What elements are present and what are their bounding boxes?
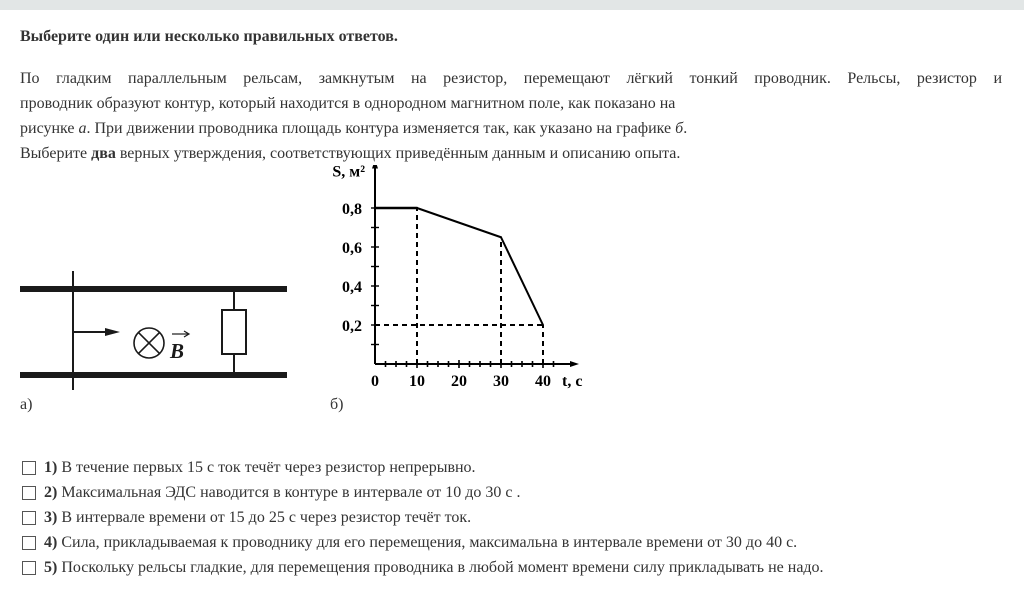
figure-ref-b: б bbox=[675, 120, 684, 137]
figure-a-caption: а) bbox=[20, 396, 33, 413]
problem-line-2: проводник образуют контур, который находится в однородном магнитном поле, как показано на bbox=[20, 95, 676, 112]
emphasis-two: два bbox=[91, 145, 116, 162]
checkbox[interactable] bbox=[22, 511, 36, 525]
text-fragment: . При движении проводника площадь контура изменяется так, как указано на графике bbox=[86, 120, 676, 137]
text-fragment: Выберите bbox=[20, 145, 92, 162]
resistor-icon bbox=[222, 292, 246, 372]
text-fragment: верных утверждения, соответствующих приведённым данным и описанию опыта. bbox=[115, 145, 681, 162]
field-vector-label bbox=[169, 331, 189, 363]
option-text: Поскольку рельсы гладкие, для перемещения проводника в любой момент времени силу прикладывать не надо. bbox=[61, 558, 824, 576]
problem-text bbox=[20, 66, 1002, 166]
problem-line-1: По гладким параллельным рельсам, замкнутым на резистор, перемещают лёгкий тонкий проводник. Рельсы, резистор и bbox=[20, 70, 1002, 87]
answer-option-3[interactable] bbox=[22, 505, 824, 530]
option-number: 2) bbox=[44, 483, 58, 501]
answer-option-2[interactable] bbox=[22, 480, 824, 505]
checkbox[interactable] bbox=[22, 486, 36, 500]
option-number: 5) bbox=[44, 558, 58, 576]
chart-axes bbox=[371, 165, 579, 368]
x-tick-label: 0 bbox=[371, 373, 379, 390]
text-fragment: . bbox=[683, 120, 688, 137]
option-text: В интервале времени от 15 до 25 с через резистор течёт ток. bbox=[61, 508, 472, 526]
field-b-label: B bbox=[170, 339, 185, 363]
x-tick-label: 40 bbox=[535, 373, 551, 390]
option-text: В течение первых 15 с ток течёт через резистор непрерывно. bbox=[61, 458, 476, 476]
y-tick-label: 0,8 bbox=[342, 201, 362, 218]
magnetic-field-into-page-icon bbox=[134, 328, 164, 358]
answer-options bbox=[22, 455, 824, 580]
chart-labels bbox=[332, 165, 582, 390]
figure-a-circuit bbox=[0, 260, 310, 390]
checkbox[interactable] bbox=[22, 461, 36, 475]
instruction-heading: Выберите один или несколько правильных ответов. bbox=[20, 28, 398, 45]
x-tick-label: 10 bbox=[409, 373, 425, 390]
answer-option-1[interactable] bbox=[22, 455, 824, 480]
y-tick-label: 0,6 bbox=[342, 240, 362, 257]
series-segment bbox=[417, 208, 501, 237]
x-axis-label: t, с bbox=[562, 373, 583, 390]
top-rail bbox=[20, 286, 287, 292]
x-tick-label: 30 bbox=[493, 373, 509, 390]
series-segment bbox=[501, 237, 543, 325]
answer-option-5[interactable] bbox=[22, 555, 824, 580]
figure-ref-a: а bbox=[78, 120, 87, 137]
chart-series bbox=[375, 208, 543, 325]
text-fragment: рисунке bbox=[20, 120, 79, 137]
option-text: Максимальная ЭДС наводится в контуре в интервале от 10 до 30 с . bbox=[61, 483, 521, 501]
x-axis-arrow-icon bbox=[570, 361, 579, 367]
top-bar bbox=[0, 0, 1024, 10]
answer-option-4[interactable] bbox=[22, 530, 824, 555]
y-tick-label: 0,2 bbox=[342, 318, 362, 335]
checkbox[interactable] bbox=[22, 536, 36, 550]
option-number: 1) bbox=[44, 458, 58, 476]
y-axis-label: S, м² bbox=[332, 165, 365, 181]
problem-line-4 bbox=[20, 141, 1002, 166]
figure-b-chart bbox=[320, 165, 610, 395]
bottom-rail bbox=[20, 372, 287, 378]
option-text: Сила, прикладываемая к проводнику для его перемещения, максимальна в интервале времени от 30 до 40 с. bbox=[61, 533, 798, 551]
checkbox[interactable] bbox=[22, 561, 36, 575]
figure-b-caption: б) bbox=[330, 396, 344, 413]
option-number: 3) bbox=[44, 508, 58, 526]
velocity-arrow-icon bbox=[73, 328, 120, 336]
chart-guide-lines bbox=[375, 208, 543, 364]
option-number: 4) bbox=[44, 533, 58, 551]
y-tick-label: 0,4 bbox=[342, 279, 362, 296]
x-tick-label: 20 bbox=[451, 373, 467, 390]
y-axis-arrow-icon bbox=[372, 165, 378, 169]
problem-line-3 bbox=[20, 116, 1002, 141]
